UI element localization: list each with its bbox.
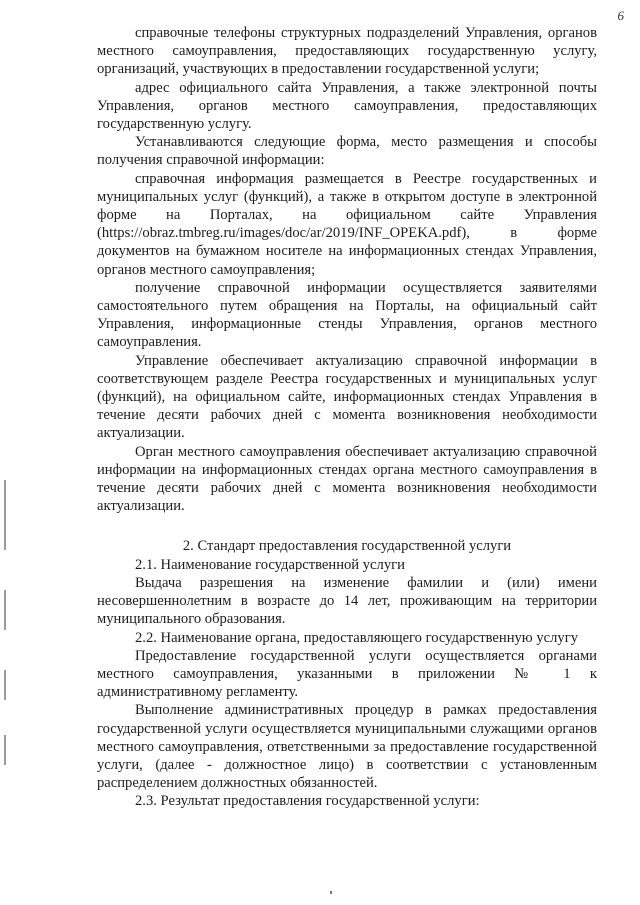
paragraph-info-obtaining: получение справочной информации осуществляется заявителями самостоятельного путем обращения на Порталы, на официальный сайт Управления, информационные стенды Управления, органов местного самоуправления. (97, 279, 597, 351)
scan-margin-marks (4, 480, 8, 780)
subsection-heading-2-2: 2.2. Наименование органа, предоставляющего государственную услугу (135, 629, 578, 646)
page-number: 6 (617, 8, 624, 23)
paragraph-2-2-a: Предоставление государственной услуги осуществляется органами местного самоуправления, указанными в приложении № 1 к административному регламенту. (97, 647, 597, 701)
paragraph-update-department: Управление обеспечивает актуализацию справочной информации в соответствующем разделе Реестра государственных и муниципальных услуг (функций), на официальном сайте, информационных стендах Управления в течение десяти рабочих дней с момента возникновения необходимости актуализации. (97, 352, 597, 442)
paragraph-info-placement: справочная информация размещается в Реестре государственных и муниципальных услуг (функций), а также в открытом доступе в электронной форме на Порталах, на официальном сайте Управления (https://obraz.tmbreg.ru/images/doc/ar/2019/INF_OPEKA.pdf), в форме документов на бумажном носителе на информационных стендах Управления, органов местного самоуправления; (97, 170, 597, 278)
subsection-heading-2-1: 2.1. Наименование государственной услуги (135, 556, 405, 573)
paragraph-update-local: Орган местного самоуправления обеспечивает актуализацию справочной информации на информационных стендах органа местного самоуправления в течение десяти рабочих дней с момента возникновения необходимости актуализации. (97, 443, 597, 515)
document-body (97, 24, 597, 811)
paragraph-2-1: Выдача разрешения на изменение фамилии и (или) имени несовершеннолетним в возрасте до 14 лет, проживающим на территории муниципального образования. (97, 574, 597, 628)
subsection-heading-2-3: 2.3. Результат предоставления государственной услуги: (135, 793, 480, 810)
paragraph-website: адрес официального сайта Управления, а также электронной почты Управления, органов местного самоуправления, предоставляющих государственную услугу. (97, 79, 597, 133)
scan-dot (330, 891, 332, 894)
section-heading: 2. Стандарт предоставления государственной услуги (182, 538, 512, 555)
paragraph-phones: справочные телефоны структурных подразделений Управления, органов местного самоуправления, предоставляющих государственную услугу, организаций, участвующих в предоставлении государственной услуги; (97, 25, 597, 78)
paragraph-2-2-b: Выполнение административных процедур в рамках предоставления государственной услуги осуществляется муниципальными служащими органов местного самоуправления, ответственными за предоставление государственной услуги, (далее - должностное лицо) в соответствии с установленным распределением должностных обязанностей. (97, 702, 597, 792)
paragraph-info-forms: Устанавливаются следующие форма, место размещения и способы получения справочной информации: (97, 134, 597, 169)
